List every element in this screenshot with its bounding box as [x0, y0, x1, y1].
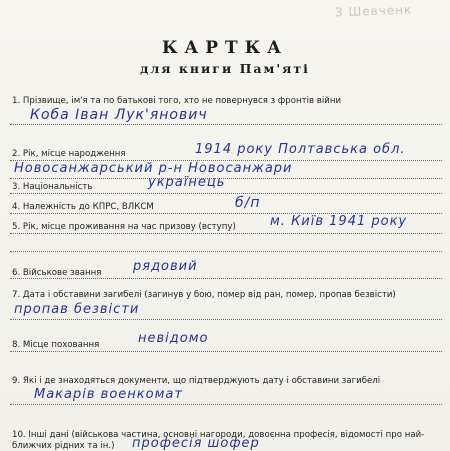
field-2-label: 2. Рік, місце народження: [12, 149, 126, 159]
field-8-line: [10, 351, 442, 352]
field-5-value: м. Київ 1941 року: [270, 214, 408, 229]
field-8-value: невідомо: [138, 331, 209, 346]
field-4-value: б/п: [235, 195, 261, 211]
field-5-line-2: [10, 251, 442, 252]
field-10-label-continued: ближчих рідних та ін.): [12, 441, 115, 451]
field-9-line: [10, 404, 442, 405]
field-10-value: професія шофер: [132, 436, 260, 451]
field-5-line: [10, 233, 442, 234]
field-8-label: 8. Місце поховання: [12, 340, 100, 350]
card-subtitle: для книги Пам'яті: [140, 61, 310, 76]
field-6-value: рядовий: [133, 259, 198, 274]
field-7-value: пропав безвісти: [14, 302, 140, 317]
field-10-label: 10. Інші дані (військова частина, основні нагороди, довоєнна професія, відомості про най-: [12, 430, 425, 440]
field-3-line: [10, 193, 442, 194]
field-9-label: 9. Які і де знаходяться документи, що підтверджують дату і обставини загибелі: [12, 376, 381, 386]
field-1-label: 1. Прізвище, ім'я та по батькові того, хто не повернувся з фронтів війни: [12, 96, 342, 106]
field-1-line: [10, 124, 442, 125]
field-3-label: 3. Національність: [12, 182, 93, 192]
card-title: КАРТКА: [161, 38, 289, 58]
field-2-line-2: [10, 178, 442, 179]
faded-stamp: 3 Шевченк: [334, 2, 413, 20]
field-6-label: 6. Військове звання: [12, 268, 102, 278]
field-5-label: 5. Рік, місце проживання на час призову (вступу): [12, 222, 236, 232]
field-4-label: 4. Належність до КПРС, ВЛКСМ: [12, 202, 154, 212]
field-2-value: 1914 року Полтавська обл.: [195, 142, 406, 157]
field-7-line: [10, 319, 442, 320]
field-3-value: українець: [148, 175, 226, 190]
field-9-value: Макарів военкомат: [34, 387, 183, 402]
field-7-label: 7. Дата і обставини загибелі (загинув у бою, помер від ран, помер, пропав безвісти): [12, 290, 396, 300]
field-2-value-continued: Новосанжарський р-н Новосанжари: [14, 161, 293, 176]
field-6-line: [10, 278, 442, 279]
field-1-value: Коба Іван Лук'янович: [30, 107, 208, 123]
